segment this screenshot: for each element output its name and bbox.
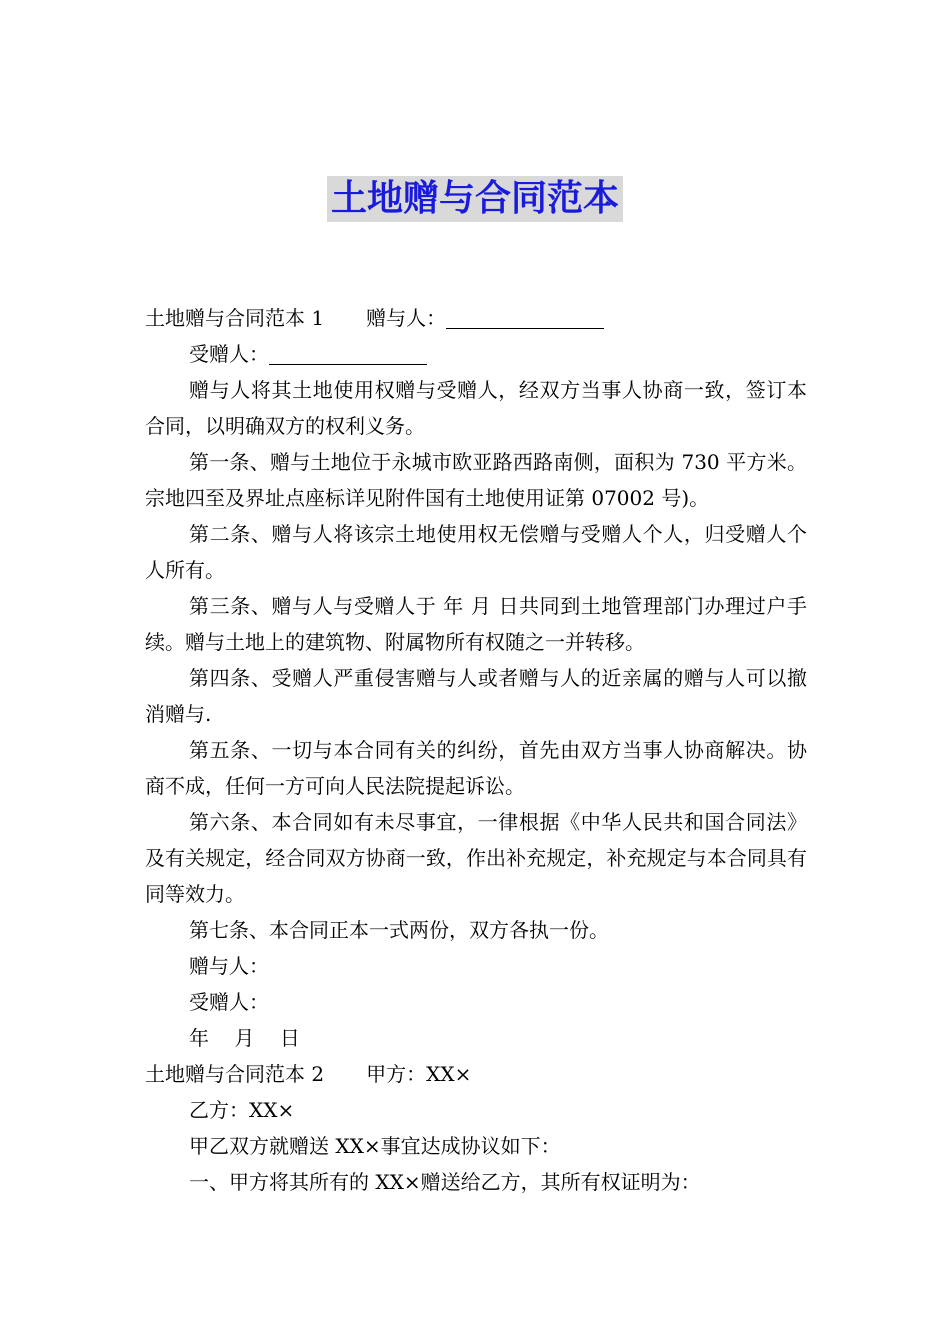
donor-blank [446, 327, 604, 329]
party-b: 乙方：XX× [189, 1098, 295, 1122]
document-title: 土地赠与合同范本 [327, 176, 623, 222]
section1-heading: 土地赠与合同范本 1 [145, 306, 325, 330]
intro-paragraph: 赠与人将其土地使用权赠与受赠人，经双方当事人协商一致，签订本合同，以明确双方的权利义务。 [145, 378, 807, 438]
sign-date: 年 月 日 [189, 1026, 300, 1050]
article-7: 第七条、本合同正本一式两份，双方各执一份。 [189, 918, 609, 942]
article-4: 第四条、受赠人严重侵害赠与人或者赠与人的近亲属的赠与人可以撤消赠与. [145, 666, 807, 726]
sign-donor: 赠与人： [189, 954, 269, 978]
title-container [0, 176, 950, 222]
section2-heading: 土地赠与合同范本 2 [145, 1062, 325, 1086]
donee-label: 受赠人： [189, 342, 269, 366]
section1-heading-line [145, 300, 807, 336]
document-body [145, 300, 807, 1200]
article-5: 第五条、一切与本合同有关的纠纷，首先由双方当事人协商解决。协商不成，任何一方可向人民法院提起诉讼。 [145, 738, 807, 798]
article-3: 第三条、赠与人与受赠人于 年 月 日共同到土地管理部门办理过户手续。赠与土地上的建筑物、附属物所有权随之一并转移。 [145, 594, 807, 654]
sign-donee: 受赠人： [189, 990, 269, 1014]
donee-blank [269, 363, 427, 365]
article-6: 第六条、本合同如有未尽事宜，一律根据《中华人民共和国合同法》及有关规定，经合同双方协商一致，作出补充规定，补充规定与本合同具有同等效力。 [145, 810, 807, 906]
section2-intro: 甲乙双方就赠送 XX×事宜达成协议如下： [189, 1134, 561, 1158]
section2-item-1: 一、甲方将其所有的 XX×赠送给乙方，其所有权证明为： [189, 1170, 701, 1194]
article-1: 第一条、赠与土地位于永城市欧亚路西路南侧，面积为 730 平方米。宗地四至及界址点座标详见附件国有土地使用证第 07002 号)。 [145, 450, 807, 510]
party-a: 甲方：XX× [366, 1062, 472, 1086]
article-2: 第二条、赠与人将该宗土地使用权无偿赠与受赠人个人，归受赠人个人所有。 [145, 522, 807, 582]
donee-line [145, 336, 807, 372]
donor-label: 赠与人： [366, 306, 447, 330]
section2-heading-line [145, 1056, 807, 1092]
